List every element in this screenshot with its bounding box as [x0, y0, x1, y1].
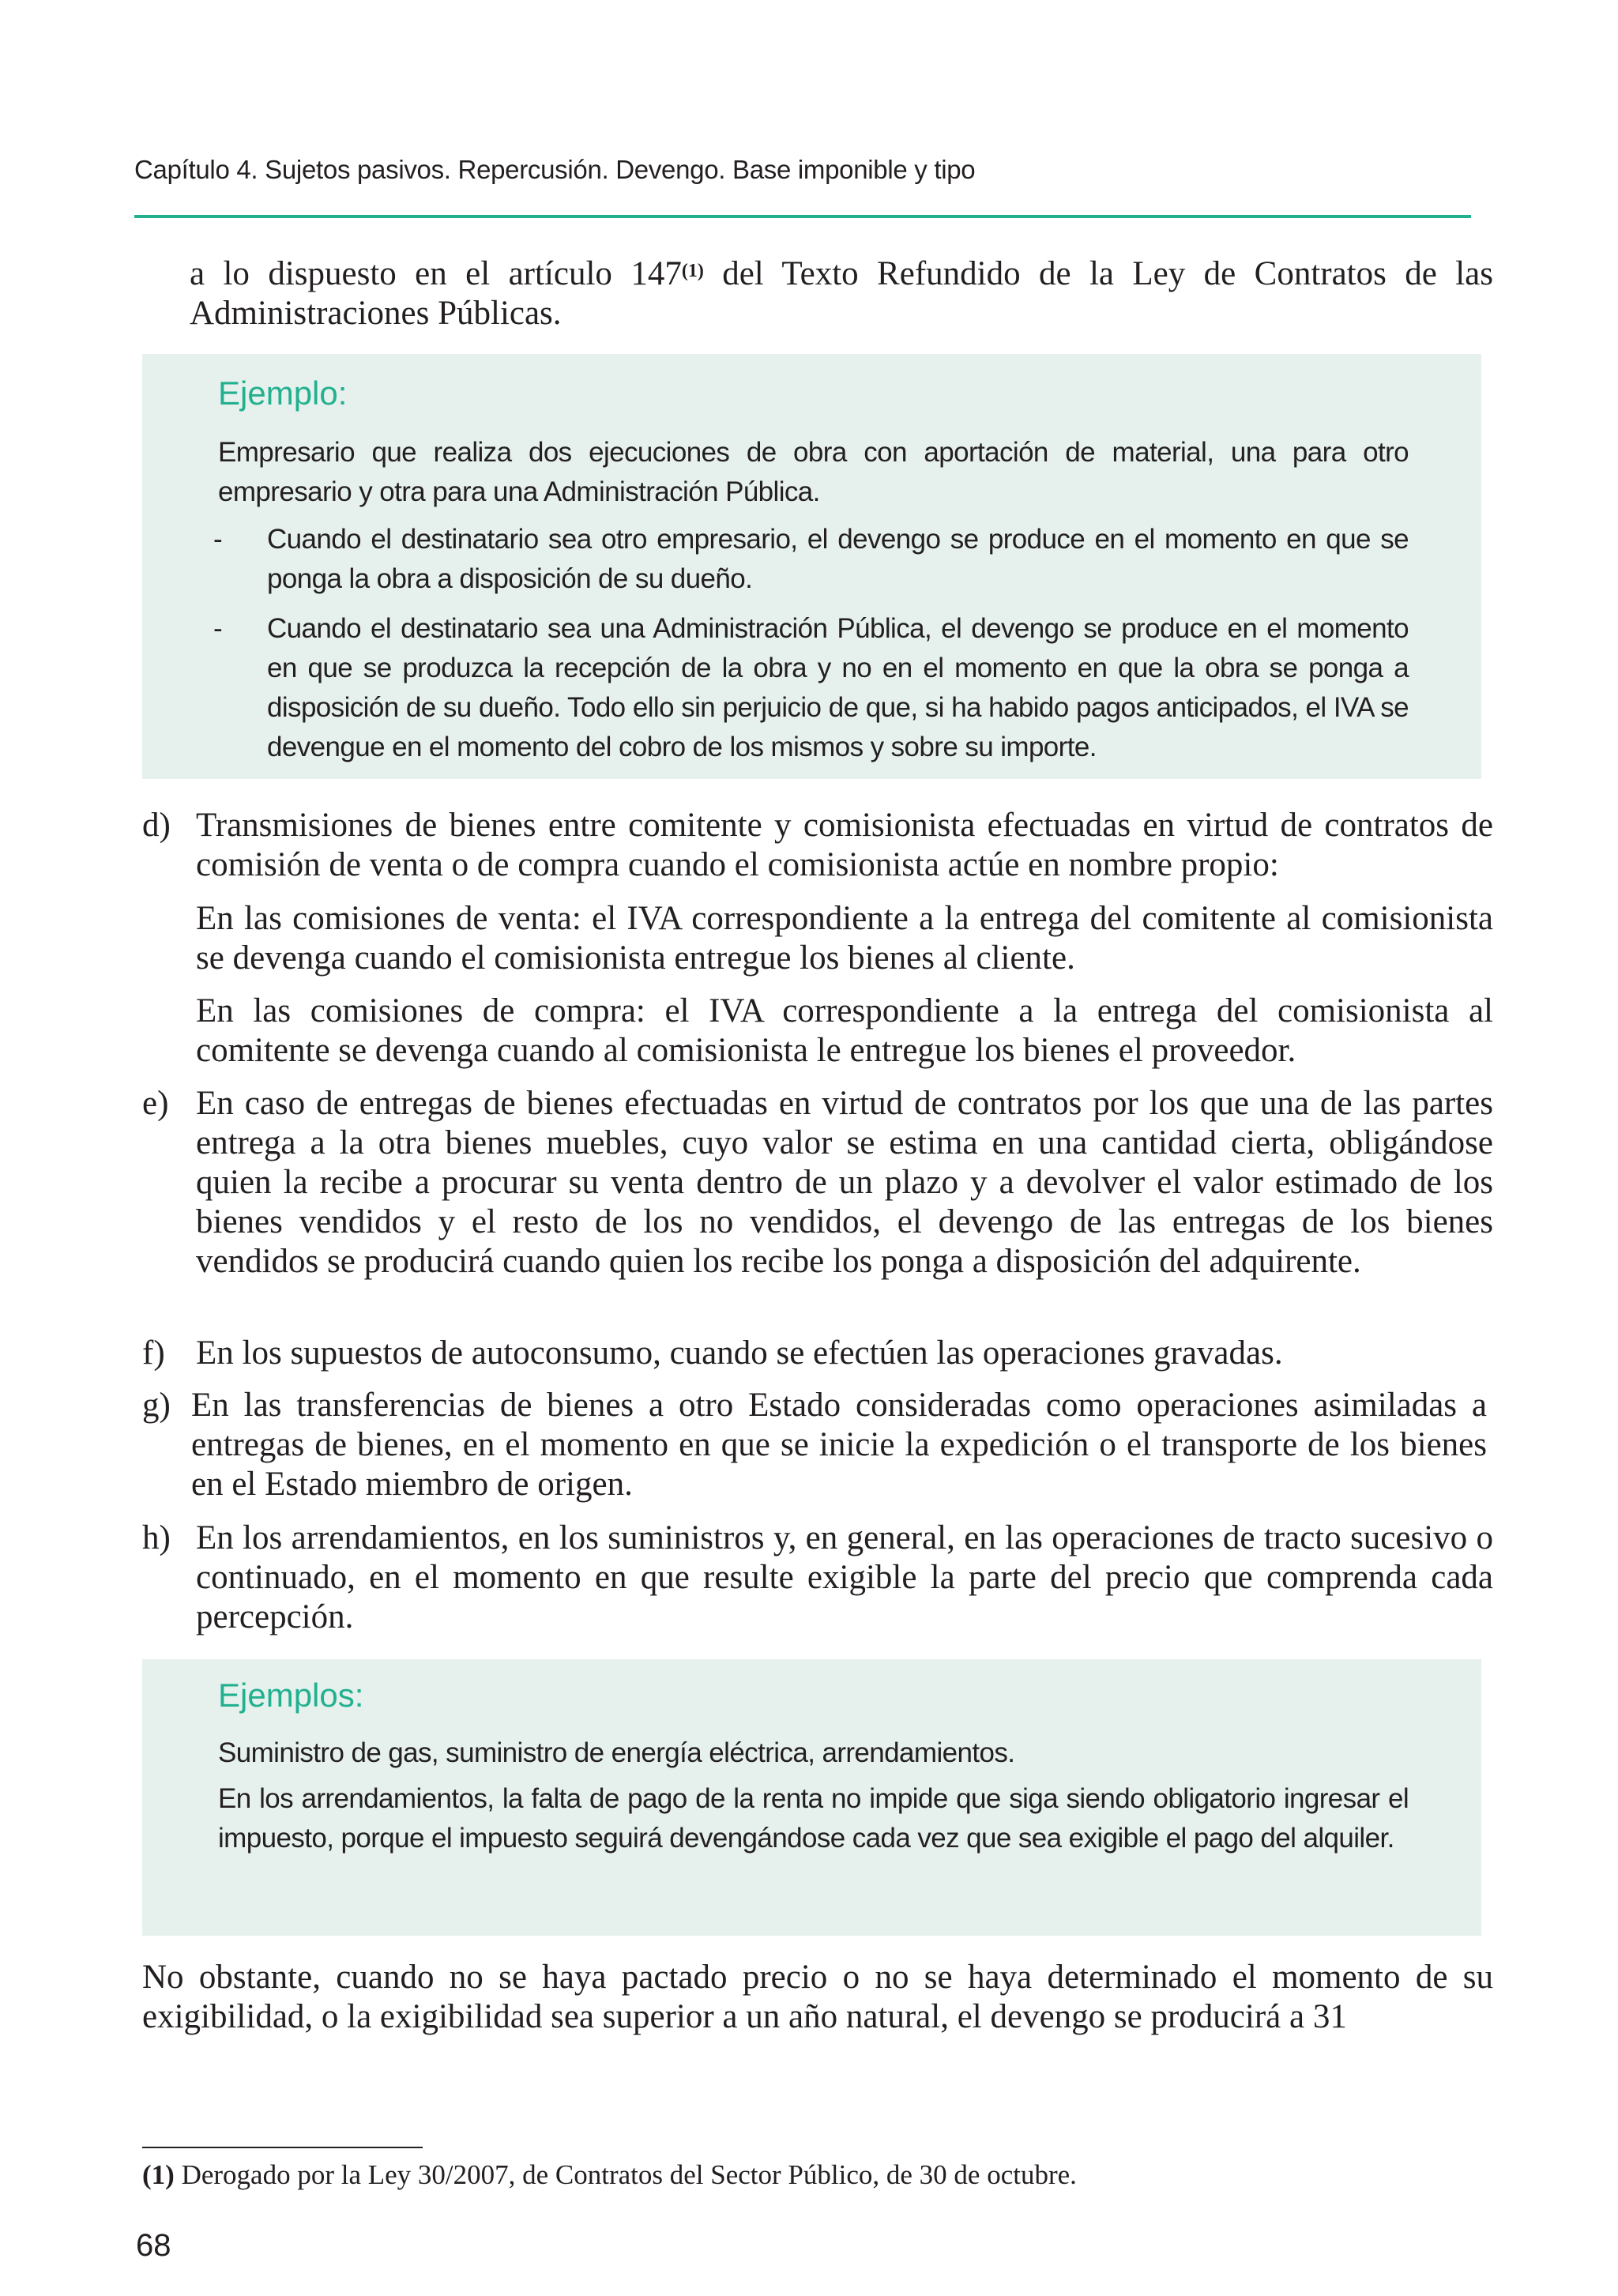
intro-text-before: a lo dispuesto en el artículo 147 [190, 255, 682, 292]
item-g-text: En las transferencias de bienes a otro Estado consideradas como operaciones asimiladas a entregas de bienes, en el momento en que se inicie la expedición o el transporte de los bienes en el Estado miembro de origen. [191, 1387, 1487, 1503]
footnote-mark: (1) [142, 2159, 175, 2190]
chapter-header: Capítulo 4. Sujetos pasivos. Repercusión. Devengo. Base imponible y tipo [134, 155, 976, 184]
item-label-g: g) [142, 1387, 171, 1424]
page-number: 68 [136, 2228, 171, 2263]
closing-paragraph: No obstante, cuando no se haya pactado precio o no se haya determinado el momento de su exigibilidad, o la exigibilidad sea superior a un año natural, el devengo se producirá a 31 [142, 1959, 1493, 2035]
item-label-e: e) [142, 1085, 169, 1122]
example-box [142, 354, 1481, 779]
examples-line-2: En los arrendamientos, la falta de pago de la renta no impide que siga siendo obligatorio ingresar el impuesto, porque el impuesto seguirá devengándose cada vez que sea exigible el pago del alquiler. [218, 1783, 1409, 1854]
example-paragraph: Empresario que realiza dos ejecuciones de obra con aportación de material, una para otro empresario y otra para una Administración Pública. [218, 437, 1409, 507]
examples-title: Ejemplos: [218, 1677, 364, 1714]
item-d-purchase-commission: En las comisiones de compra: el IVA correspondiente a la entrega del comisionista al comitente se devenga cuando al comisionista le entregue los bienes el proveedor. [196, 992, 1493, 1069]
footnote [142, 2159, 1077, 2192]
item-e-text: En caso de entregas de bienes efectuadas en virtud de contratos por los que una de las partes entrega a la otra bienes muebles, cuyo valor se estima en una cantidad cierta, obligándose quien la recibe a procurar su venta dentro de un plazo y a devolver el valor estimado de los bienes vendidos y el resto de los no vendidos, el devengo de las entregas de los bienes vendidos se producirá cuando quien los recibe los ponga a disposición del adquirente. [196, 1085, 1493, 1280]
footnote-divider [142, 2147, 423, 2148]
example-title: Ejemplo: [218, 375, 348, 412]
header-divider [134, 215, 1471, 218]
item-h-text: En los arrendamientos, en los suministros y, en general, en las operaciones de tracto sucesivo o continuado, en el momento en que resulte exigible la parte del precio que comprenda cada percepción. [196, 1519, 1493, 1635]
intro-text-after: del Texto Refundido de la Ley de Contratos de las Administraciones Públicas. [190, 255, 1493, 332]
item-d-sale-commission: En las comisiones de venta: el IVA correspondiente a la entrega del comitente al comisionista se devenga cuando el comisionista entregue los bienes al cliente. [196, 900, 1493, 977]
item-label-h: h) [142, 1519, 171, 1556]
item-f-text: En los supuestos de autoconsumo, cuando se efectúen las operaciones gravadas. [196, 1334, 1283, 1372]
item-label-f: f) [142, 1334, 165, 1372]
examples-line-1: Suministro de gas, suministro de energía eléctrica, arrendamientos. [218, 1737, 1015, 1768]
item-label-d: d) [142, 807, 171, 844]
footnote-reference[interactable]: (1) [681, 261, 704, 281]
bullet-marker: - [213, 613, 223, 644]
intro-paragraph [190, 254, 1493, 333]
example-bullet-1: Cuando el destinatario sea otro empresario, el devengo se produce en el momento en que se ponga la obra a disposición de su dueño. [267, 524, 1409, 594]
footnote-text: Derogado por la Ley 30/2007, de Contratos del Sector Público, de 30 de octubre. [174, 2159, 1077, 2190]
example-bullet-2: Cuando el destinatario sea una Administración Pública, el devengo se produce en el momento en que se produzca la recepción de la obra y no en el momento en que la obra se ponga a disposición de su dueño. Todo ello sin perjuicio de que, si ha habido pagos anticipados, el IVA se devengue en el momento del cobro de los mismos y sobre su importe. [267, 613, 1409, 762]
item-d-text: Transmisiones de bienes entre comitente y comisionista efectuadas en virtud de contratos de comisión de venta o de compra cuando el comisionista actúe en nombre propio: [196, 807, 1493, 883]
bullet-marker: - [213, 524, 223, 555]
examples-box [142, 1659, 1481, 1936]
